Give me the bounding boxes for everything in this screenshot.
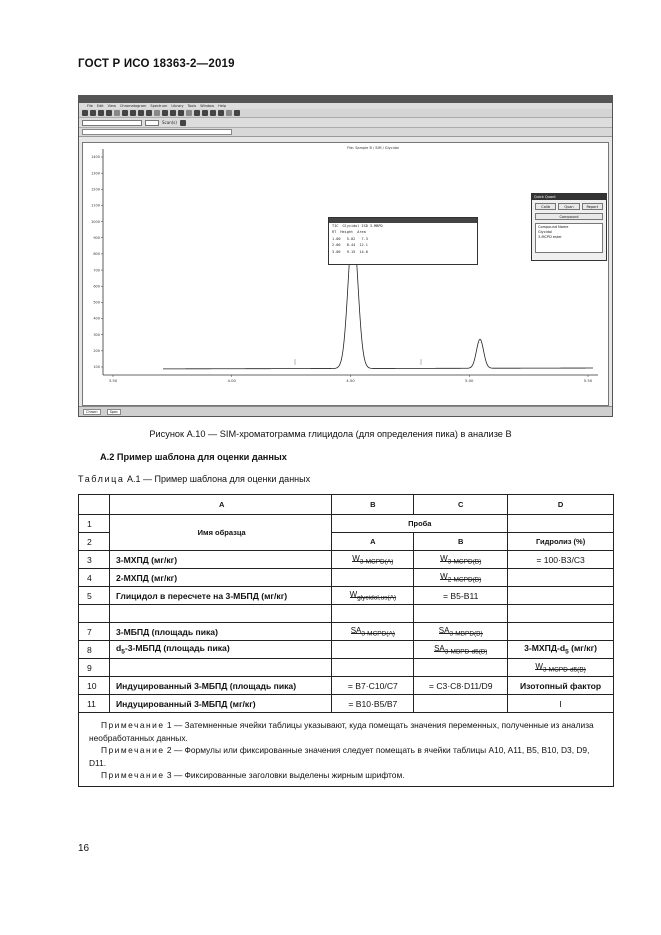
- row-number: 2: [79, 533, 110, 551]
- report-button[interactable]: Report: [582, 203, 603, 210]
- zoom-in-icon[interactable]: [138, 110, 144, 116]
- table-cell: Изотопный фактор: [508, 677, 614, 695]
- y-tick-label: 700: [93, 268, 100, 273]
- x-tick-label: 3.50: [108, 378, 118, 383]
- y-tick-label: 400: [93, 316, 100, 321]
- formula-value: [434, 644, 487, 656]
- formula-symbol: SA: [438, 626, 450, 636]
- table-row: [79, 605, 614, 623]
- table-row: [79, 659, 614, 677]
- integrate-icon[interactable]: [170, 110, 176, 116]
- table-cell: [332, 623, 414, 641]
- table-row: [79, 587, 614, 605]
- menu-item[interactable]: Help: [218, 104, 227, 108]
- label-part: (мг/кг): [568, 643, 598, 654]
- info-line: 3.00 9.15 14.0: [332, 249, 368, 254]
- paste-icon[interactable]: [130, 110, 136, 116]
- table-cell: B: [332, 495, 414, 515]
- table-cell: [508, 605, 614, 623]
- info-line: 1.00 5.02 7.3: [332, 236, 368, 241]
- compound-tab[interactable]: Compound: [535, 213, 603, 220]
- menu-item[interactable]: Spectrum: [150, 104, 168, 108]
- figure-caption: Рисунок А.10 — SIM-хроматограмма глицидола (для определения пика) в анализе B: [149, 429, 512, 439]
- formula-symbol: W: [352, 554, 360, 564]
- formula-symbol: SA: [350, 626, 362, 636]
- menu-item[interactable]: File: [87, 104, 93, 108]
- table-note: [89, 719, 603, 744]
- new-file-icon[interactable]: [82, 110, 88, 116]
- info-line: RT Height Area: [332, 230, 366, 235]
- table-caption-text: — Пример шаблона для оценки данных: [143, 474, 311, 484]
- note-text: — Фиксированные заголовки выделены жирным шрифтом.: [173, 770, 405, 780]
- table-cell: A: [109, 495, 331, 515]
- table-cell: C: [414, 495, 508, 515]
- x-tick-label: 5.50: [583, 378, 593, 383]
- row-number: 4: [79, 569, 110, 587]
- chart-icon[interactable]: [162, 110, 168, 116]
- formula-value: [535, 662, 586, 674]
- table-row: [79, 515, 614, 533]
- formula-subscript: 3-MCPD(A): [361, 630, 395, 638]
- formula-subscript: 3-MCPD(B): [447, 558, 482, 566]
- quick-quant-window: [531, 193, 607, 261]
- page-number: 16: [78, 843, 90, 854]
- compound-list-item[interactable]: Glycidol: [538, 230, 552, 234]
- table-label: Таблица: [78, 474, 125, 484]
- row-number: 10: [79, 677, 110, 695]
- formula-subscript: 3-MBPD(B): [449, 630, 483, 638]
- mass-input[interactable]: [145, 120, 159, 126]
- y-tick-label: 200: [93, 349, 100, 354]
- table-note: [89, 744, 603, 769]
- note-number: 2: [166, 745, 172, 755]
- table-row: [79, 495, 614, 515]
- scan-label: Scan(s): [162, 120, 177, 125]
- formula-symbol: W: [440, 572, 448, 582]
- y-tick-label: 1000: [91, 219, 100, 224]
- table-cell: [109, 605, 331, 623]
- table-notes-row: [79, 713, 614, 787]
- note-label: Примечание: [101, 720, 165, 730]
- row-number: 8: [79, 641, 110, 659]
- zoom-out-icon[interactable]: [146, 110, 152, 116]
- info-line: TIC Glycidol ISD 3-MBPD: [332, 224, 383, 228]
- table-cell: [79, 495, 110, 515]
- table-cell: [508, 587, 614, 605]
- formula-value: [439, 626, 483, 638]
- toolbar: [79, 109, 612, 118]
- table-number: А.1: [127, 474, 141, 484]
- y-tick-label: 300: [93, 332, 100, 337]
- scan-range-input[interactable]: [82, 120, 142, 126]
- chromatogram-plot: [82, 142, 609, 406]
- row-number: [79, 605, 110, 623]
- row-label: 2-МХПД (мг/кг): [109, 569, 331, 587]
- table-cell: [332, 587, 414, 605]
- table-cell: [508, 641, 614, 659]
- label-part: d: [115, 643, 122, 654]
- arrow-left-icon[interactable]: [210, 110, 216, 116]
- formula-subscript: 3-MCPD(A): [359, 558, 394, 566]
- formula-symbol: W: [535, 662, 543, 672]
- window-titlebar: [79, 96, 612, 103]
- row-label: Индуцированный 3-МБПД (мг/кг): [109, 695, 331, 713]
- table-cell: = B10·B5/B7: [332, 695, 414, 713]
- table-row: [79, 641, 614, 659]
- x-tick-label: 5.00: [465, 378, 474, 383]
- row-number: 7: [79, 623, 110, 641]
- quick-quant-title: Quick Quant: [532, 194, 606, 200]
- table-cell: D: [508, 495, 614, 515]
- table-cell: [414, 623, 508, 641]
- row-label: [109, 641, 331, 659]
- menu-item[interactable]: Library: [171, 104, 184, 108]
- library-icon[interactable]: [194, 110, 200, 116]
- formula-symbol: W: [440, 554, 448, 564]
- row-number: 3: [79, 551, 110, 569]
- section-title: Пример шаблона для оценки данных: [116, 452, 287, 462]
- data-template-table: [78, 494, 614, 787]
- table-cell: [414, 551, 508, 569]
- peak-info-box: [328, 217, 478, 265]
- hydrolysis-header: Гидролиз (%): [508, 533, 614, 551]
- menu-item[interactable]: View: [107, 104, 116, 108]
- table-cell: = C3·C8·D11/D9: [414, 677, 508, 695]
- note-number: 1: [166, 720, 172, 730]
- table-row: [79, 695, 614, 713]
- table-cell: [332, 641, 414, 659]
- info-line: 2.00 8.44 12.1: [332, 243, 368, 248]
- formula-subscript: 3-MBPD-d5(B): [444, 648, 488, 656]
- formula-value: [440, 572, 481, 584]
- label-subscript: 5: [565, 648, 569, 656]
- y-tick-label: 500: [93, 300, 100, 305]
- formula-symbol: SA: [434, 644, 445, 654]
- sample-name-header: Имя образца: [109, 515, 331, 551]
- y-tick-label: 900: [93, 235, 100, 240]
- status-bar: [79, 406, 612, 416]
- table-cell: = B7·C10/C7: [332, 677, 414, 695]
- row-label: 3-МХПД (мг/кг): [109, 551, 331, 569]
- row-number: 5: [79, 587, 110, 605]
- table-cell: [414, 569, 508, 587]
- row-label: Глицидол в пересчете на 3-МБПД (мг/кг): [109, 587, 331, 605]
- table-row: [79, 677, 614, 695]
- table-cell: = 100·B3/C3: [508, 551, 614, 569]
- y-tick-label: 100: [93, 365, 100, 370]
- chromatogram-screenshot: [78, 95, 613, 417]
- note-text: — Формулы или фиксированные значения следует помещать в ячейки таблицы A10, A11, B5, B10, D3, D9, D11.: [89, 745, 590, 768]
- spec-tab[interactable]: Spec: [107, 409, 122, 415]
- table-cell: [332, 551, 414, 569]
- open-icon[interactable]: [90, 110, 96, 116]
- formula-subscript: glycidol,us(A): [357, 594, 397, 602]
- compound-list-item[interactable]: 3-MCPD ester: [538, 235, 562, 239]
- probe-header: Проба: [332, 515, 508, 533]
- table-cell: [332, 605, 414, 623]
- arrow-right-icon[interactable]: [218, 110, 224, 116]
- y-tick-label: 1400: [91, 155, 100, 160]
- formula-subscript: 3-MCPD-d5(B): [542, 666, 586, 674]
- menu-item[interactable]: Window: [200, 104, 215, 108]
- compound-list-item[interactable]: Compound Name: [538, 225, 569, 229]
- probe-a-header: A: [332, 533, 414, 551]
- table-cell: [332, 659, 414, 677]
- quan-button[interactable]: Quan: [558, 203, 579, 210]
- cut-icon[interactable]: [114, 110, 120, 116]
- formula-subscript: 2-MCPD(B): [447, 576, 482, 584]
- menu-item[interactable]: Edit: [96, 104, 104, 108]
- row-number: 11: [79, 695, 110, 713]
- table-cell: [508, 569, 614, 587]
- table-note: [89, 769, 603, 782]
- formula-value: [440, 554, 481, 566]
- table-cell: [508, 659, 614, 677]
- plot-title: File: Sample B / SIM / Glycidol: [347, 146, 399, 150]
- row-number: 9: [79, 659, 110, 677]
- row-label: Индуцированный 3-МБПД (площадь пика): [109, 677, 331, 695]
- section-number: А.2: [100, 452, 115, 462]
- table-cell: [414, 641, 508, 659]
- label-part: -3-МБПД (площадь пика): [124, 643, 230, 654]
- probe-b-header: B: [414, 533, 508, 551]
- document-header: ГОСТ Р ИСО 18363-2—2019: [78, 58, 235, 70]
- y-tick-label: 1100: [91, 203, 100, 208]
- dropdown-icon[interactable]: [180, 120, 186, 126]
- calib-button[interactable]: Calib: [535, 203, 556, 210]
- table-notes: [79, 713, 614, 787]
- formula-value: [350, 590, 397, 602]
- chrom-tab[interactable]: Chrom: [83, 409, 101, 415]
- save-icon[interactable]: [98, 110, 104, 116]
- table-cell: [414, 605, 508, 623]
- settings-icon[interactable]: [202, 110, 208, 116]
- row-number: 1: [79, 515, 110, 533]
- menu-item[interactable]: Tools: [187, 104, 197, 108]
- compound-list: [535, 223, 603, 253]
- y-tick-label: 800: [93, 252, 100, 257]
- label-subscript: 5: [121, 648, 125, 656]
- x-tick-label: 4.00: [227, 378, 236, 383]
- section-heading: [100, 452, 287, 462]
- peak-icon[interactable]: [178, 110, 184, 116]
- table-row: [79, 623, 614, 641]
- table-row: [79, 569, 614, 587]
- formula-value: [351, 626, 395, 638]
- x-tick-label: 4.50: [346, 378, 355, 383]
- grid-icon[interactable]: [154, 110, 160, 116]
- spectrum-icon[interactable]: [186, 110, 192, 116]
- chromatogram-svg: [83, 143, 610, 407]
- secondary-toolbar: [79, 118, 612, 128]
- table-cell: [508, 623, 614, 641]
- note-text: — Затемненные ячейки таблицы указывают, куда помещать значения переменных, полученные из анализа необработанных данных.: [89, 720, 594, 743]
- print-icon[interactable]: [106, 110, 112, 116]
- formula-symbol: W: [349, 590, 358, 600]
- table-cell: = B5-B11: [414, 587, 508, 605]
- help-icon[interactable]: [234, 110, 240, 116]
- table-title: [78, 474, 310, 484]
- copy-icon[interactable]: [122, 110, 128, 116]
- note-label: Примечание: [101, 745, 165, 755]
- y-tick-label: 1200: [91, 187, 100, 192]
- note-number: 3: [166, 770, 172, 780]
- table-cell: [109, 659, 331, 677]
- table-cell: [332, 569, 414, 587]
- y-tick-label: 1300: [91, 171, 100, 176]
- table-row: [79, 551, 614, 569]
- label-part: 3-МХПД-d: [524, 643, 566, 654]
- formula-value: [352, 554, 393, 566]
- row-label: 3-МБПД (площадь пика): [109, 623, 331, 641]
- table-cell: [508, 515, 614, 533]
- menu-item[interactable]: Chromatogram: [119, 104, 147, 108]
- refresh-icon[interactable]: [226, 110, 232, 116]
- y-tick-label: 600: [93, 284, 100, 289]
- table-cell: I: [508, 695, 614, 713]
- pane-bar: [79, 128, 612, 137]
- note-label: Примечание: [101, 770, 165, 780]
- chromatogram-path-field[interactable]: [82, 129, 232, 135]
- table-cell: [414, 695, 508, 713]
- table-cell: [414, 659, 508, 677]
